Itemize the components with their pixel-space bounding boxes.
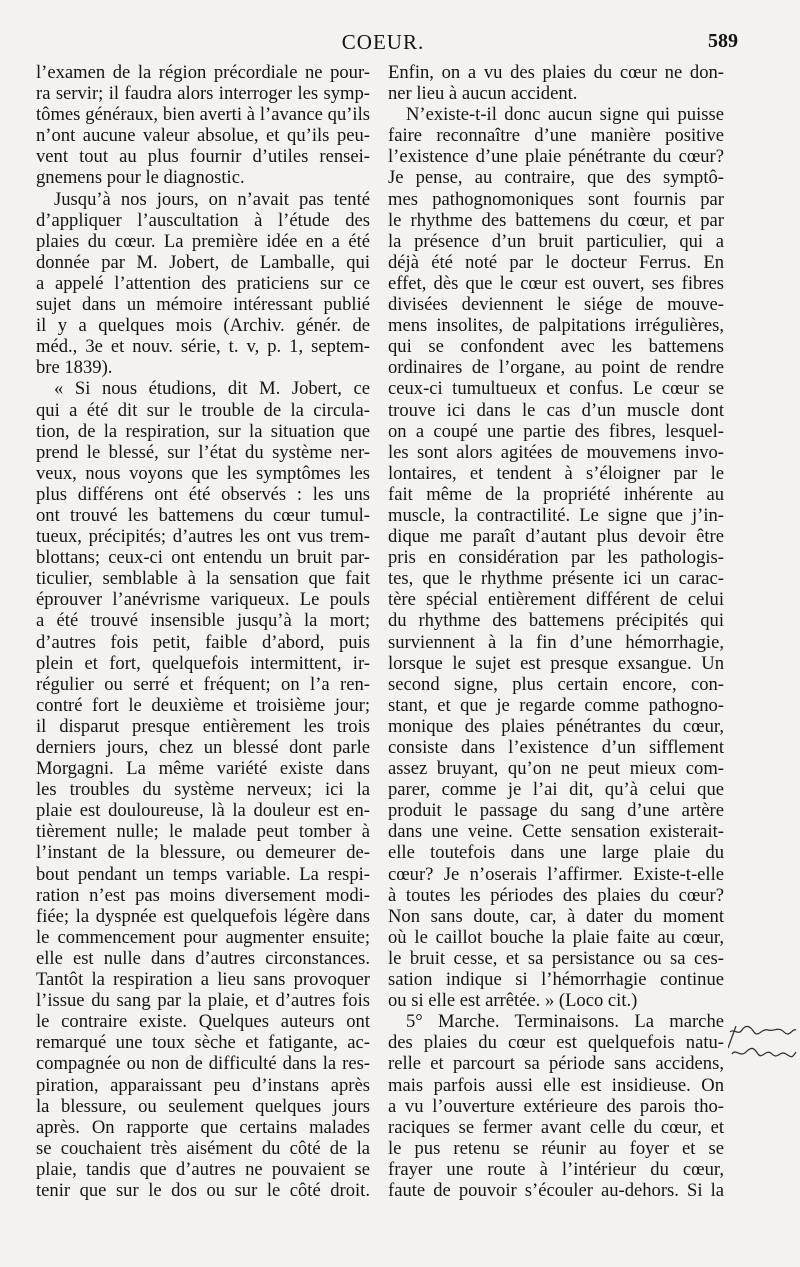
right-column-line: à toutes les périodes des plaies du cœur? (388, 884, 724, 906)
left-column-line: derniers jours, chez un blessé dont parle (36, 737, 370, 758)
left-column-line: « Si nous étudions, dit M. Jobert, ce (54, 378, 370, 400)
right-column-line: ceux-ci tumultueux et confus. Le cœur se (388, 378, 724, 400)
right-column-line: tes, que le rhythme présente ici un carac- (388, 568, 724, 590)
left-column-line: piration, apparaissant peu d’instans après (36, 1074, 370, 1096)
left-column-line: méd., 3e et nouv. série, t. v, p. 1, septem- (36, 336, 370, 358)
left-text-column (36, 62, 370, 1201)
right-column-line: mens insolites, de palpitations irrégulières, (388, 315, 724, 337)
right-column-line: elle toutefois dans une large plaie du (388, 842, 724, 864)
right-column-line: on a coupé une partie des fibres, lesquel- (388, 420, 724, 442)
left-column-line: bre 1839). (36, 357, 113, 379)
right-column-line: 5° Marche. Terminaisons. La marche (406, 1011, 724, 1033)
left-column-line: veux, nous voyons que les symptômes les (36, 462, 370, 484)
left-column-line: d’autres fois petit, faible d’abord, puis (36, 631, 370, 653)
left-column-line: ra servir; il faudra alors interroger les symp- (36, 83, 370, 105)
right-column-line: surviennent à la fin d’une hémorrhagie, (388, 631, 724, 653)
running-title: COEUR. (341, 30, 425, 54)
right-column-line: faire reconnaître d’une manière positive (388, 125, 724, 147)
right-column-line: second signe, plus certain encore, con- (388, 673, 724, 695)
left-column-line: régulier ou serré et fréquent; on l’a ren- (36, 673, 370, 695)
page-number: 589 (708, 30, 738, 52)
left-column-line: donnée par M. Jobert, de Lamballe, qui (36, 251, 370, 273)
right-column-line: mais parfois aussi elle est insidieuse. On (388, 1074, 724, 1096)
left-column-line: ont trouvé les battemens du cœur tumul- (36, 504, 370, 526)
left-column-line: l’instant de la blessure, ou demeurer de- (36, 842, 370, 864)
right-column-line: la présence d’un bruit particulier, qui a (388, 230, 724, 252)
right-column-line: du rhythme des battemens précipités qui (388, 610, 724, 632)
left-column-line: la blessure, ou seulement quelques jours (36, 1095, 370, 1117)
right-column-line: déjà été noté par le docteur Ferrus. En (388, 251, 724, 273)
left-column-line: tômes généraux, bien averti à l’avance qu’ils (36, 104, 370, 126)
right-column-line: ordinaires de l’organe, au point de rendre (388, 357, 724, 379)
right-column-line: cœur? Je n’oserais l’affirmer. Existe-t-elle (388, 863, 724, 885)
right-column-line: stant, et que je regarde comme pathogno- (388, 694, 724, 716)
left-column-line: plein et fort, quelquefois intermittent, ir- (36, 652, 370, 674)
right-column-line: muscle, la contractilité. Le signe que j’in- (388, 504, 724, 526)
right-column-line: le rhythme des battemens du cœur, et par (388, 209, 724, 231)
left-column-line: sujet dans un mémoire intéressant publié (36, 294, 370, 316)
right-column-line: parer, comme je l’ai dit, qu’à celui que (388, 779, 724, 801)
left-column-line: prend le blessé, sur l’état du système ner- (36, 441, 370, 463)
left-column-line: le contraire existe. Quelques auteurs ont (36, 1011, 370, 1033)
right-column-line: faute de pouvoir s’écouler au-dehors. Si la (388, 1179, 724, 1201)
right-column-line: frayer une route à l’intérieur du cœur, (388, 1158, 724, 1180)
right-column-line: pris en considération par les pathologis- (388, 547, 724, 569)
right-column-line: N’existe-t-il donc aucun signe qui puisse (406, 104, 724, 126)
right-column-line: Enfin, on a vu des plaies du cœur ne don- (388, 62, 724, 83)
left-column-line: il disparut presque entièrement les trois (36, 715, 370, 737)
left-column-line: Jusqu’à nos jours, on n’avait pas tenté (54, 188, 370, 210)
left-column-line: a été trouvé insensible jusqu’à la mort; (36, 610, 370, 632)
page-header (36, 30, 738, 58)
left-column-line: n’ont aucune valeur absolue, et qu’ils peu- (36, 125, 370, 147)
left-column-line: a appelé l’attention des praticiens sur ce (36, 272, 370, 294)
right-column-line: lorsque le sujet est presque exsangue. Un (388, 652, 724, 674)
left-column-line: plus différens ont été observés : les uns (36, 483, 370, 505)
left-column-line: gnemens pour le diagnostic. (36, 167, 245, 189)
right-column-line: les sont alors agitées de mouvemens invo- (388, 441, 724, 463)
left-column-line: le commencement pour augmenter ensuite; (36, 926, 370, 948)
right-column-line: lontaires, et tendent à s’éloigner par le (388, 462, 724, 484)
left-column-line: fiée; la dyspnée est quelquefois légère dans (36, 905, 370, 927)
left-column-line: plaie, tandis que d’autres ne pouvaient se (36, 1158, 370, 1180)
right-column-line: relle et parcourt sa période sans accidens, (388, 1053, 724, 1075)
left-column-line: qui a été dit sur le trouble de la circula- (36, 399, 370, 421)
right-column-line: le pus retenu se réunir au foyer et se (388, 1137, 724, 1159)
right-column-line: raciques se fermer avant celle du cœur, et (388, 1116, 724, 1138)
right-column-line: le bruit cesse, et sa persistance ou sa ces- (388, 947, 724, 969)
right-column-line: ou si elle est arrêtée. » (Loco cit.) (388, 990, 638, 1012)
left-column-line: plaie est douloureuse, là la douleur est en- (36, 800, 370, 822)
right-column-line: fait même de la propriété inhérente au (388, 483, 724, 505)
left-column-line: Tantôt la respiration a lieu sans provoquer (36, 969, 370, 991)
right-column-line: trouve ici dans le cas d’un muscle dont (388, 399, 724, 421)
right-column-line: consiste dans l’existence d’un sifflement (388, 737, 724, 758)
left-column-line: bout pendant un temps variable. La respi- (36, 863, 370, 885)
left-column-line: tièrement nulle; le malade peut tomber à (36, 821, 370, 843)
right-column-line: monique des plaies pénétrantes du cœur, (388, 715, 724, 737)
handwritten-margin-note (728, 1018, 798, 1078)
right-column-line: assez bruyant, qu’on ne peut mieux com- (388, 758, 724, 780)
left-column-line: les troubles du système nerveux; ici la (36, 779, 370, 801)
left-column-line: plaies du cœur. La première idée en a été (36, 230, 370, 252)
right-text-column (388, 62, 724, 1201)
left-column-line: ration n’est pas moins diversement modi- (36, 884, 370, 906)
right-column-line: produit le passage du sang d’une artère (388, 800, 724, 822)
left-column-line: tenir que sur le dos ou sur le côté droit. (36, 1179, 370, 1201)
right-column-line: l’existence d’une plaie pénétrante du cœur? (388, 146, 724, 168)
left-column-line: tueux, précipités; d’autres les ont vus trem- (36, 526, 370, 548)
right-column-line: dans une veine. Cette sensation existerait- (388, 821, 724, 843)
left-column-line: contré fort le deuxième et troisième jour; (36, 694, 370, 716)
left-column-line: après. On rapporte que certains malades (36, 1116, 370, 1138)
left-column-line: il y a quelques mois (Archiv. génér. de (36, 315, 370, 337)
left-column-line: l’examen de la région précordiale ne pour- (36, 62, 370, 83)
left-column-line: Morgagni. La même variété existe dans (36, 758, 370, 780)
right-column-line: mes pathognomoniques sont fournis par (388, 188, 724, 210)
right-column-line: ner lieu à aucun accident. (388, 83, 578, 105)
left-column-line: elle est nulle dans d’autres circonstances. (36, 947, 370, 969)
right-column-line: effet, dès que le cœur est ouvert, ses fibres (388, 272, 724, 294)
right-column-line: Je pense, au contraire, que des symptô- (388, 167, 724, 189)
left-column-line: l’issue du sang par la plaie, et d’autres fois (36, 990, 370, 1012)
left-column-line: éprouver l’anévrisme variqueux. Le pouls (36, 589, 370, 611)
left-column-line: d’appliquer l’auscultation à l’étude des (36, 209, 370, 231)
left-column-line: tion, de la respiration, sur la situation que (36, 420, 370, 442)
left-column-line: ticulier, semblable à la sensation que fait (36, 568, 370, 590)
right-column-line: a vu l’ouverture extérieure des parois tho- (388, 1095, 724, 1117)
right-column-line: Non sans doute, car, à dater du moment (388, 905, 724, 927)
right-column-line: tère spécial entièrement différent de celui (388, 589, 724, 611)
right-column-line: qui se confondent avec les battemens (388, 336, 724, 358)
left-column-line: blottans; ceux-ci ont entendu un bruit par- (36, 547, 370, 569)
left-column-line: remarqué une toux sèche et fatigante, ac- (36, 1032, 370, 1054)
right-column-line: des plaies du cœur est quelquefois natu- (388, 1032, 724, 1054)
left-column-line: vent tout au plus fournir d’utiles rensei- (36, 146, 370, 168)
right-column-line: sation indique si l’hémorrhagie continue (388, 969, 724, 991)
left-column-line: compagnée ou non de difficulté dans la res- (36, 1053, 370, 1075)
right-column-line: divisées deviennent le siége de mouve- (388, 294, 724, 316)
right-column-line: où le caillot bouche la plaie faite au cœur, (388, 926, 724, 948)
right-column-line: dique me paraît d’autant plus devoir être (388, 526, 724, 548)
left-column-line: se couchaient très aisément du côté de la (36, 1137, 370, 1159)
